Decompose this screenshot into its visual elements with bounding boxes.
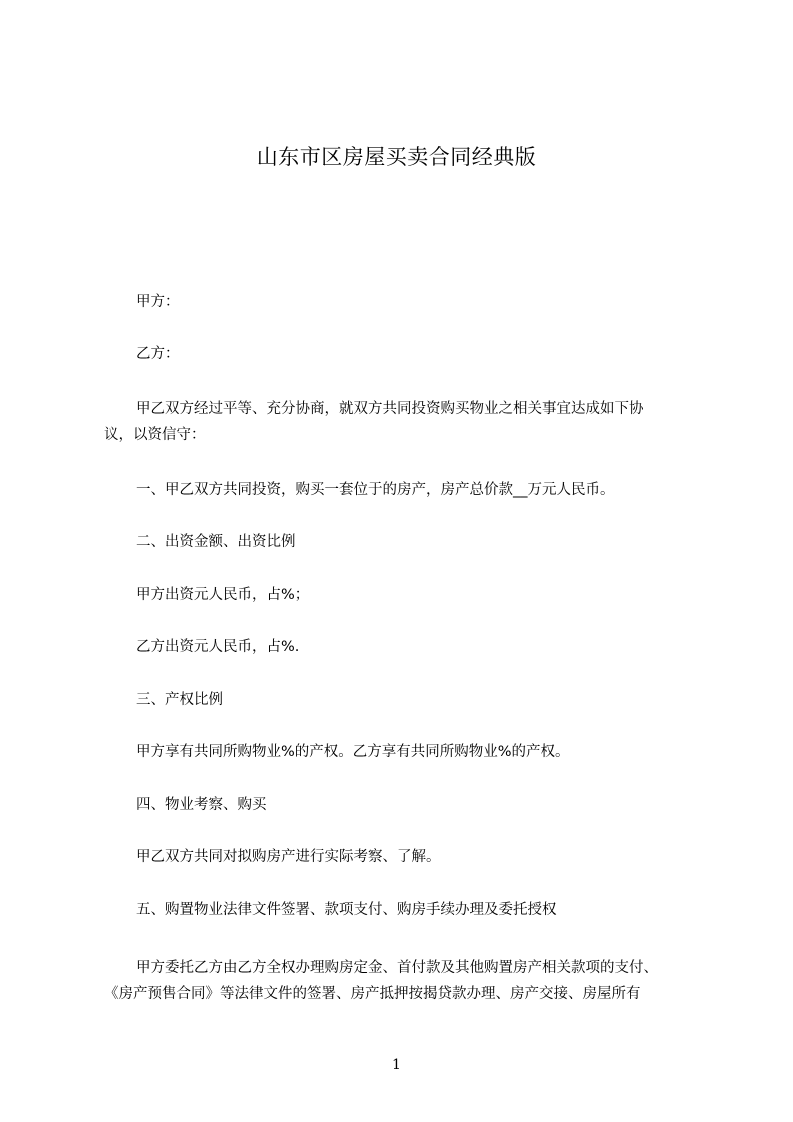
- clause-5-heading: 五、购置物业法律文件签署、款项支付、购房手续办理及委托授权: [136, 902, 557, 918]
- clause-5-body: [104, 955, 704, 1007]
- party-a-line: 甲方：: [136, 294, 180, 310]
- clause-5-body-line-1: 甲方委托乙方由乙方全权办理购房定金、首付款及其他购置房产相关款项的支付、: [136, 960, 658, 976]
- clause-4-body: 甲乙双方共同对拟购房产进行实际考察、了解。: [136, 849, 441, 865]
- preamble-paragraph: [104, 396, 704, 448]
- clause-3-body: 甲方享有共同所购物业%的产权。乙方享有共同所购物业%的产权。: [136, 744, 570, 760]
- clause-3-heading: 三、产权比例: [136, 692, 223, 708]
- party-b-line: 乙方：: [136, 346, 180, 362]
- clause-2-heading: 二、出资金额、出资比例: [136, 534, 296, 550]
- clause-2-party-b: 乙方出资元人民币，占%.: [136, 639, 300, 655]
- preamble-line-2: 议，以资信守：: [104, 427, 206, 443]
- document-title: 山东市区房屋买卖合同经典版: [256, 145, 537, 169]
- clause-1: 一、甲乙双方共同投资，购买一套位于的房产，房产总价款__万元人民币。: [136, 482, 615, 498]
- preamble-line-1: 甲乙双方经过平等、充分协商，就双方共同投资购买物业之相关事宜达成如下协: [136, 401, 644, 417]
- clause-5-body-line-2: 《房产预售合同》等法律文件的签署、房产抵押按揭贷款办理、房产交接、房屋所有: [104, 986, 641, 1002]
- clause-2-party-a: 甲方出资元人民币，占%；: [136, 587, 310, 603]
- clause-4-heading: 四、物业考察、购买: [136, 797, 267, 813]
- page-number: 1: [392, 1057, 401, 1073]
